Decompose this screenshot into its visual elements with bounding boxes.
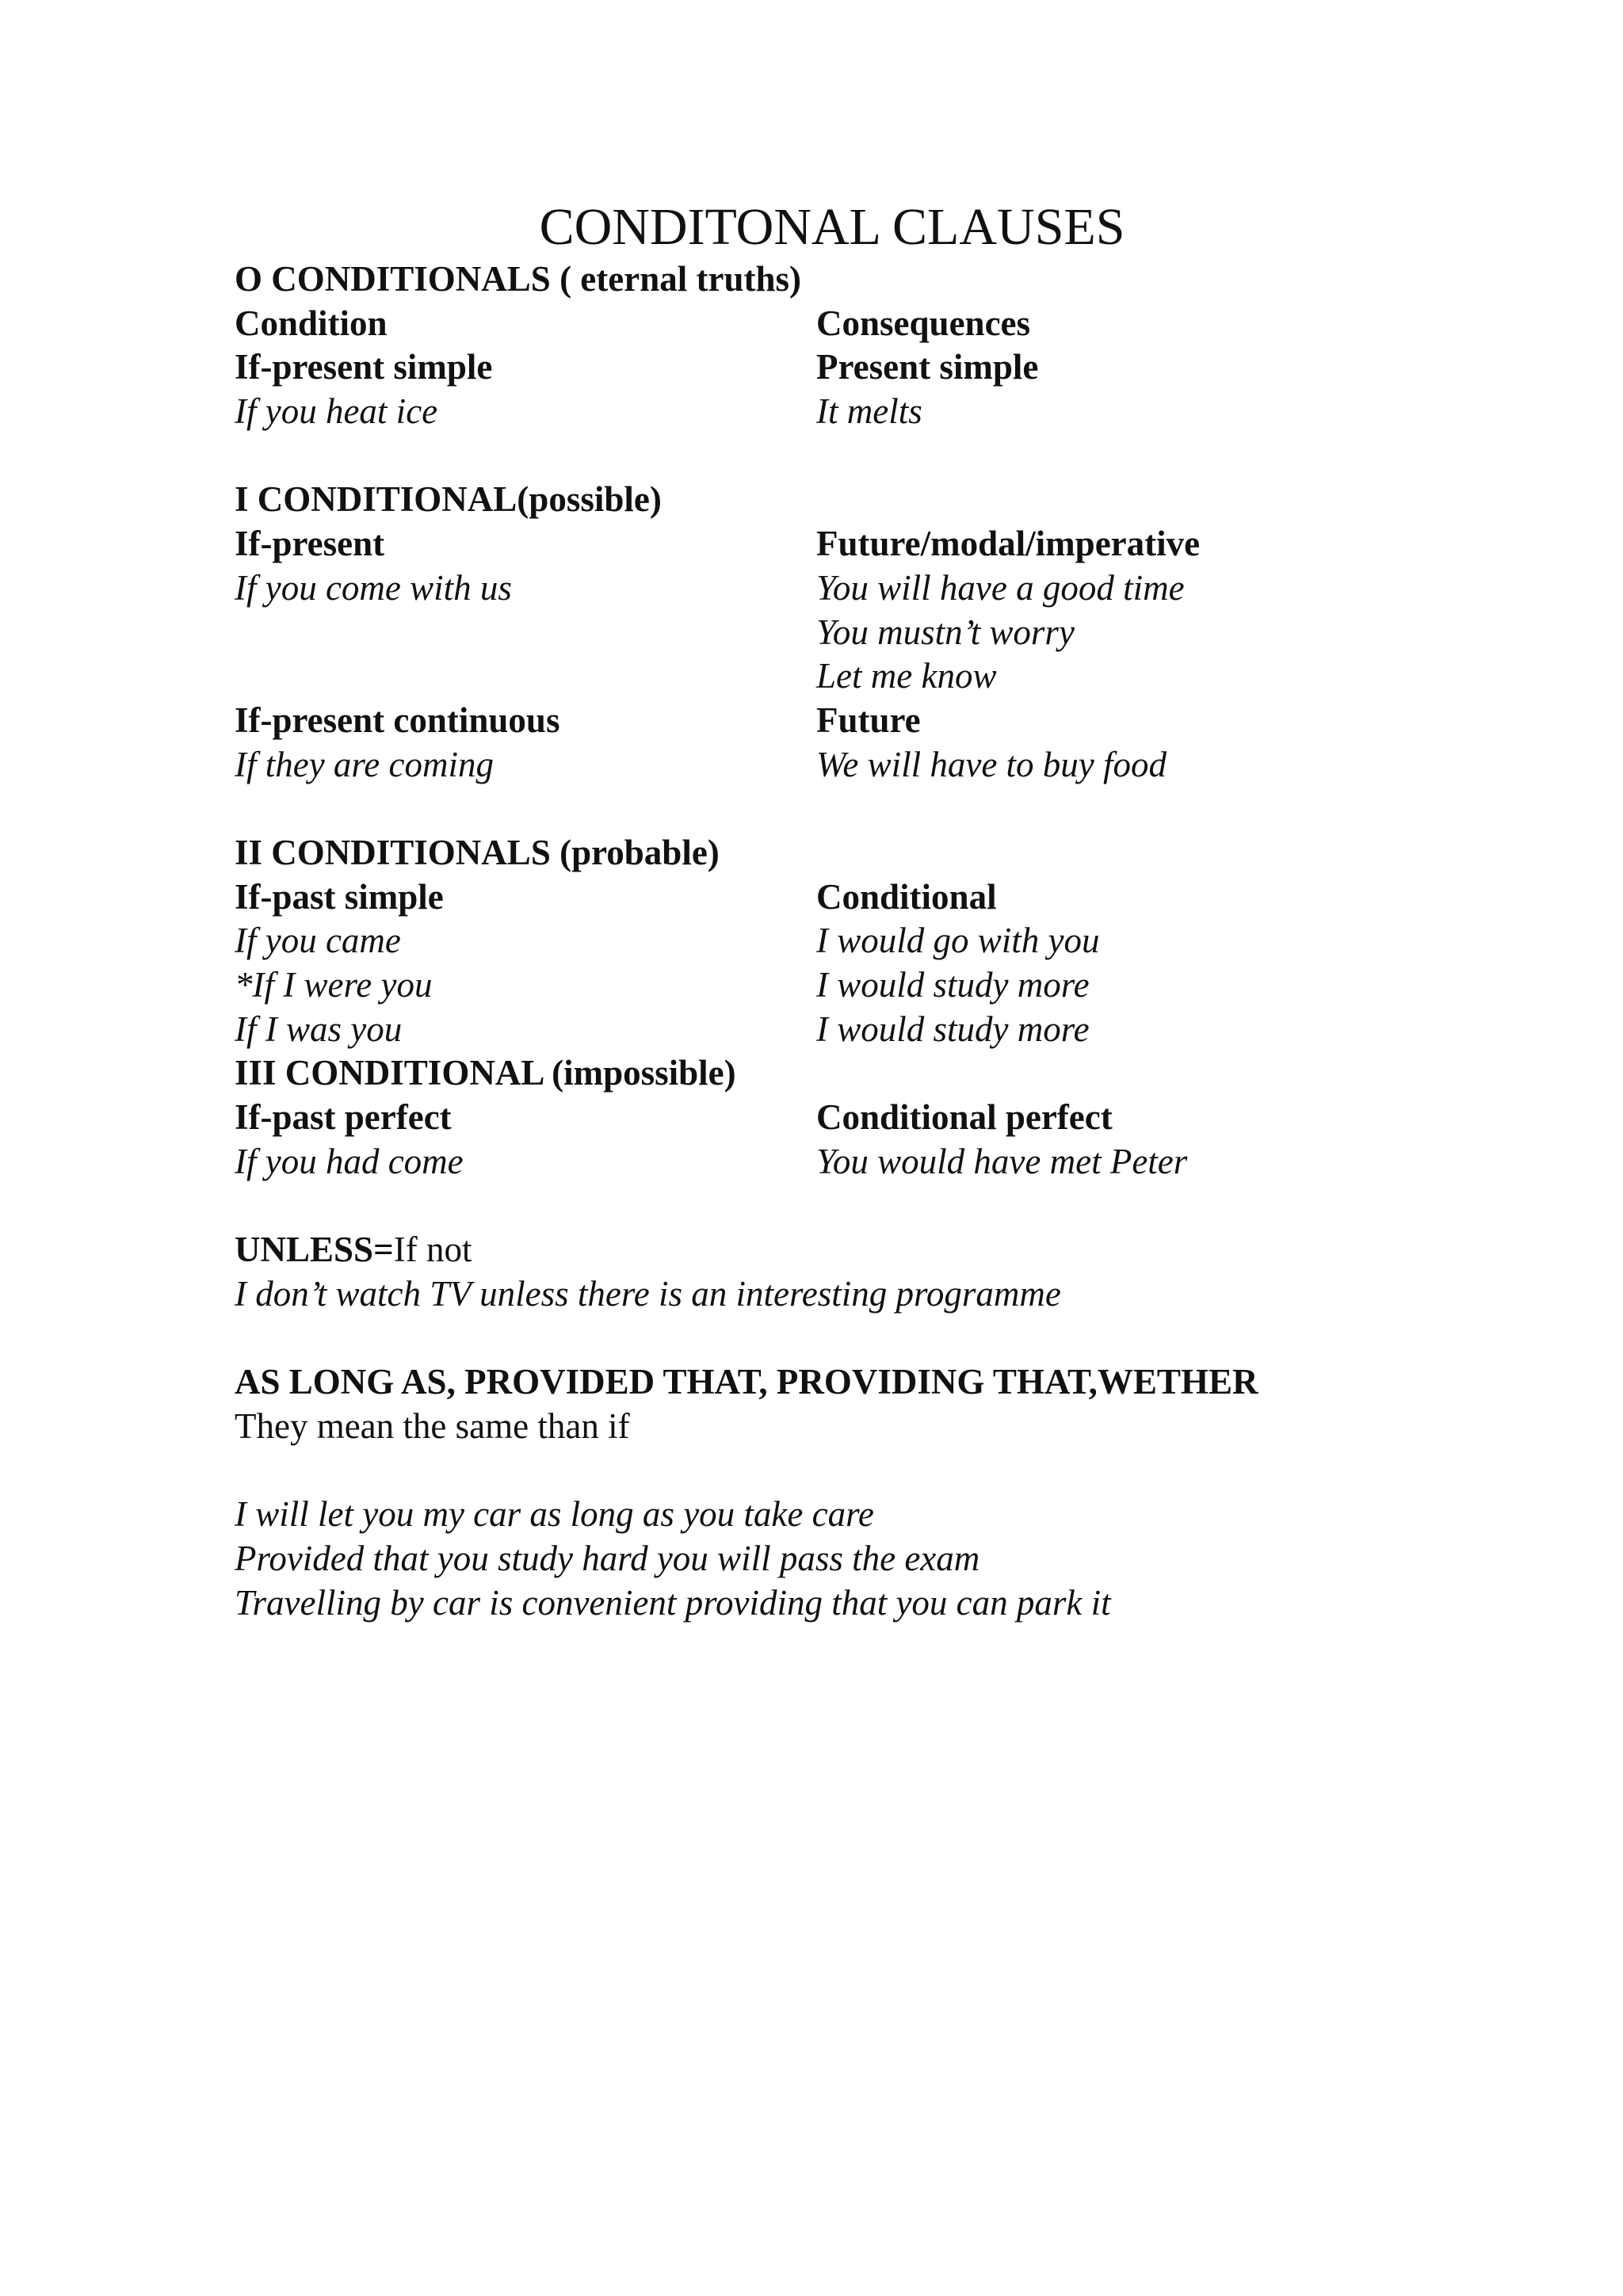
second-form-row (235, 875, 1598, 920)
unless-row (235, 1228, 1598, 1272)
spacer (235, 787, 1598, 831)
third-conditional-heading-row (235, 1051, 1598, 1096)
as-long-as-example: I will let you my car as long as you take care (235, 1494, 874, 1535)
second-condition-example: If you came (235, 921, 401, 961)
consequences-header: Consequences (816, 303, 1031, 343)
first-condition-form-2: If-present continuous (235, 700, 560, 740)
as-long-as-note-row (235, 1405, 1598, 1449)
column-headers-row (235, 302, 1598, 346)
unless-keyword: UNLESS= (235, 1230, 394, 1270)
second-condition-example: If I was you (235, 1009, 403, 1049)
spacer (235, 1449, 1598, 1493)
first-form-row-2 (235, 699, 1598, 743)
first-example-row (235, 654, 1598, 699)
condition-header: Condition (235, 303, 388, 343)
second-consequence-form: Conditional (816, 876, 997, 917)
second-consequence-example: I would study more (816, 1009, 1090, 1049)
as-long-as-note: They mean the same than if (235, 1405, 630, 1446)
third-form-row (235, 1096, 1598, 1140)
first-consequence-form-2: Future (816, 700, 921, 740)
first-condition-form: If-present (235, 524, 385, 564)
page-title: CONDITONAL CLAUSES (539, 198, 1125, 256)
as-long-as-example-row (235, 1537, 1598, 1581)
second-condition-form: If-past simple (235, 876, 444, 917)
first-condition-example-2: If they are coming (235, 744, 494, 784)
third-consequence-example: You would have met Peter (816, 1141, 1188, 1181)
third-example-row (235, 1140, 1598, 1184)
unless-example: I don’t watch TV unless there is an interesting programme (235, 1273, 1061, 1314)
unless-example-row (235, 1272, 1598, 1317)
as-long-as-example: Provided that you study hard you will pass the exam (235, 1538, 980, 1578)
unless-meaning: If not (393, 1230, 472, 1270)
first-example-row-2 (235, 743, 1598, 788)
zero-example-row (235, 390, 1598, 434)
third-condition-example: If you had come (235, 1141, 464, 1181)
first-condition-example: If you come with us (235, 567, 512, 608)
first-consequence-example-2: We will have to buy food (816, 744, 1167, 784)
as-long-as-example-row (235, 1581, 1598, 1626)
as-long-as-heading-row (235, 1360, 1598, 1405)
zero-condition-example: If you heat ice (235, 391, 438, 432)
spacer (235, 434, 1598, 479)
second-example-row (235, 919, 1598, 963)
second-example-row (235, 1008, 1598, 1052)
first-form-row (235, 522, 1598, 566)
first-example-row (235, 566, 1598, 611)
first-consequence-example: Let me know (816, 656, 997, 696)
first-consequence-example: You will have a good time (816, 567, 1185, 608)
as-long-as-example: Travelling by car is convenient providing that you can park it (235, 1582, 1111, 1623)
first-consequence-form: Future/modal/imperative (816, 524, 1201, 564)
unless-definition (235, 1228, 472, 1272)
as-long-as-heading: AS LONG AS, PROVIDED THAT, PROVIDING THAT,WETHER (235, 1362, 1258, 1402)
zero-consequence-example: It melts (816, 391, 922, 432)
first-conditional-heading: I CONDITIONAL(possible) (235, 479, 662, 520)
first-conditional-heading-row (235, 478, 1598, 522)
first-example-row (235, 611, 1598, 655)
zero-conditional-heading-row (235, 257, 1598, 302)
zero-conditional-heading: O CONDITIONALS ( eternal truths) (235, 259, 801, 299)
third-conditional-heading: III CONDITIONAL (impossible) (235, 1053, 736, 1093)
first-consequence-example: You mustn’t worry (816, 612, 1075, 652)
second-conditional-heading: II CONDITIONALS (probable) (235, 832, 720, 872)
zero-form-row (235, 345, 1598, 390)
third-condition-form: If-past perfect (235, 1097, 452, 1138)
second-consequence-example: I would go with you (816, 921, 1100, 961)
second-conditional-heading-row (235, 831, 1598, 875)
second-consequence-example: I would study more (816, 965, 1090, 1005)
second-condition-example: *If I were you (235, 965, 433, 1005)
spacer (235, 1317, 1598, 1361)
third-consequence-form: Conditional perfect (816, 1097, 1113, 1138)
spacer (235, 1184, 1598, 1228)
document-content (235, 257, 1598, 1625)
second-example-row (235, 963, 1598, 1008)
zero-condition-form: If-present simple (235, 347, 493, 387)
as-long-as-example-row (235, 1493, 1598, 1537)
zero-consequence-form: Present simple (816, 347, 1039, 387)
